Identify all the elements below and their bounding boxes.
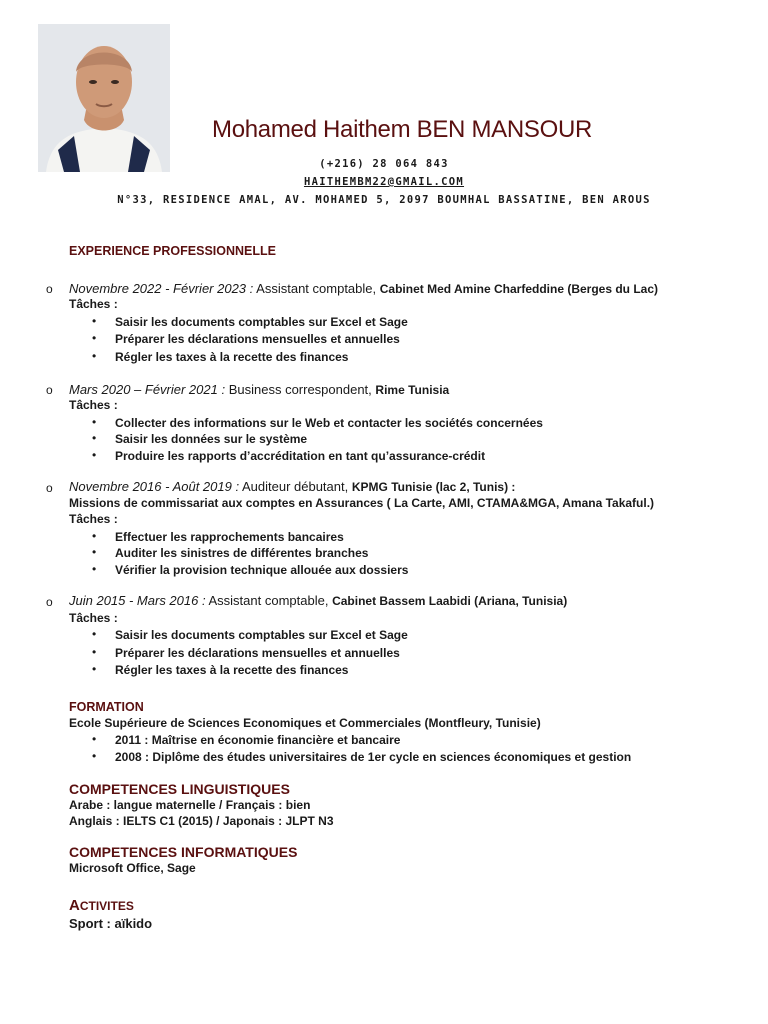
job-org: Cabinet Bassem Laabidi (Ariana, Tunisia) (332, 594, 568, 608)
job-bullet: o (46, 383, 53, 397)
job-header (69, 382, 449, 397)
formation-bullet: • (92, 749, 97, 763)
job-header (69, 593, 567, 608)
task-bullet: • (92, 645, 97, 659)
job-org: Cabinet Med Amine Charfeddine (Berges du Lac) (379, 282, 659, 296)
email-link[interactable]: HAITHEMBM22@GMAIL.COM (303, 176, 465, 188)
job-dates: Novembre 2016 - Août 2019 : (69, 479, 240, 494)
activities-line: Sport : aïkido (69, 916, 153, 931)
task-item: Collecter des informations sur le Web et contacter les sociétés concernées (115, 416, 543, 430)
school-name: Ecole Supérieure de Sciences Economiques et Commerciales (Montfleury, Tunisie) (69, 716, 541, 730)
job-dates: Novembre 2022 - Février 2023 : (69, 281, 254, 296)
task-bullet: • (92, 627, 97, 641)
job-role: Auditeur débutant, (241, 479, 349, 494)
job-role: Business correspondent, (228, 382, 372, 397)
tasks-label: Tâches : (69, 512, 118, 526)
job-header (69, 479, 515, 494)
task-item: Vérifier la provision technique allouée aux dossiers (115, 563, 409, 577)
formation-item: 2008 : Diplôme des études universitaires de 1er cycle en sciences économiques et gestion (115, 750, 632, 764)
tasks-label: Tâches : (69, 398, 118, 412)
job-dates: Mars 2020 – Février 2021 : (69, 382, 226, 397)
job-bullet: o (46, 282, 53, 296)
tasks-label: Tâches : (69, 297, 118, 311)
task-item: Saisir les données sur le système (115, 432, 308, 446)
task-item: Saisir les documents comptables sur Excel et Sage (115, 628, 408, 642)
task-item: Préparer les déclarations mensuelles et annuelles (115, 646, 400, 660)
activities-heading (69, 897, 134, 914)
task-item: Produire les rapports d’accréditation en tant qu’assurance-crédit (115, 449, 486, 463)
job-dates: Juin 2015 - Mars 2016 : (69, 593, 206, 608)
job-bullet: o (46, 595, 53, 609)
task-item: Préparer les déclarations mensuelles et annuelles (115, 332, 400, 346)
task-item: Auditer les sinistres de différentes branches (115, 546, 369, 560)
it-skills-heading: COMPETENCES INFORMATIQUES (69, 844, 298, 860)
task-bullet: • (92, 349, 97, 363)
activities-heading-initial: A (69, 897, 80, 914)
task-item: Régler les taxes à la recette des finances (115, 663, 349, 677)
languages-line: Anglais : IELTS C1 (2015) / Japonais : JLPT N3 (69, 814, 334, 828)
task-bullet: • (92, 545, 97, 559)
task-bullet: • (92, 331, 97, 345)
languages-heading: COMPETENCES LINGUISTIQUES (69, 781, 290, 797)
formation-bullet: • (92, 732, 97, 746)
task-bullet: • (92, 529, 97, 543)
job-org: KPMG Tunisie (lac 2, Tunis) : (351, 480, 516, 494)
task-bullet: • (92, 448, 97, 462)
experience-heading: EXPERIENCE PROFESSIONNELLE (69, 244, 276, 258)
task-bullet: • (92, 662, 97, 676)
languages-line: Arabe : langue maternelle / Français : bien (69, 798, 311, 812)
address: N°33, RESIDENCE AMAL, AV. MOHAMED 5, 2097 BOUMHAL BASSATINE, BEN AROUS (117, 194, 651, 206)
job-mission: Missions de commissariat aux comptes en Assurances ( La Carte, AMI, CTAMA&MGA, Amana Takaful.) (69, 496, 655, 510)
it-skills-line: Microsoft Office, Sage (69, 861, 196, 875)
job-org: Rime Tunisia (375, 383, 450, 397)
phone-number: (+216) 28 064 843 (319, 158, 449, 170)
full-name: Mohamed Haithem BEN MANSOUR (212, 116, 593, 143)
task-bullet: • (92, 431, 97, 445)
tasks-label: Tâches : (69, 611, 118, 625)
job-bullet: o (46, 481, 53, 495)
task-item: Effectuer les rapprochements bancaires (115, 530, 344, 544)
job-role: Assistant comptable, (208, 593, 329, 608)
task-bullet: • (92, 415, 97, 429)
activities-heading-rest: CTIVITES (79, 899, 134, 913)
formation-heading: FORMATION (69, 700, 144, 714)
job-role: Assistant comptable, (256, 281, 377, 296)
task-item: Régler les taxes à la recette des finances (115, 350, 349, 364)
task-item: Saisir les documents comptables sur Excel et Sage (115, 315, 408, 329)
job-header (69, 281, 658, 296)
profile-photo (38, 24, 170, 172)
task-bullet: • (92, 314, 97, 328)
formation-item: 2011 : Maîtrise en économie financière et bancaire (115, 733, 401, 747)
task-bullet: • (92, 562, 97, 576)
